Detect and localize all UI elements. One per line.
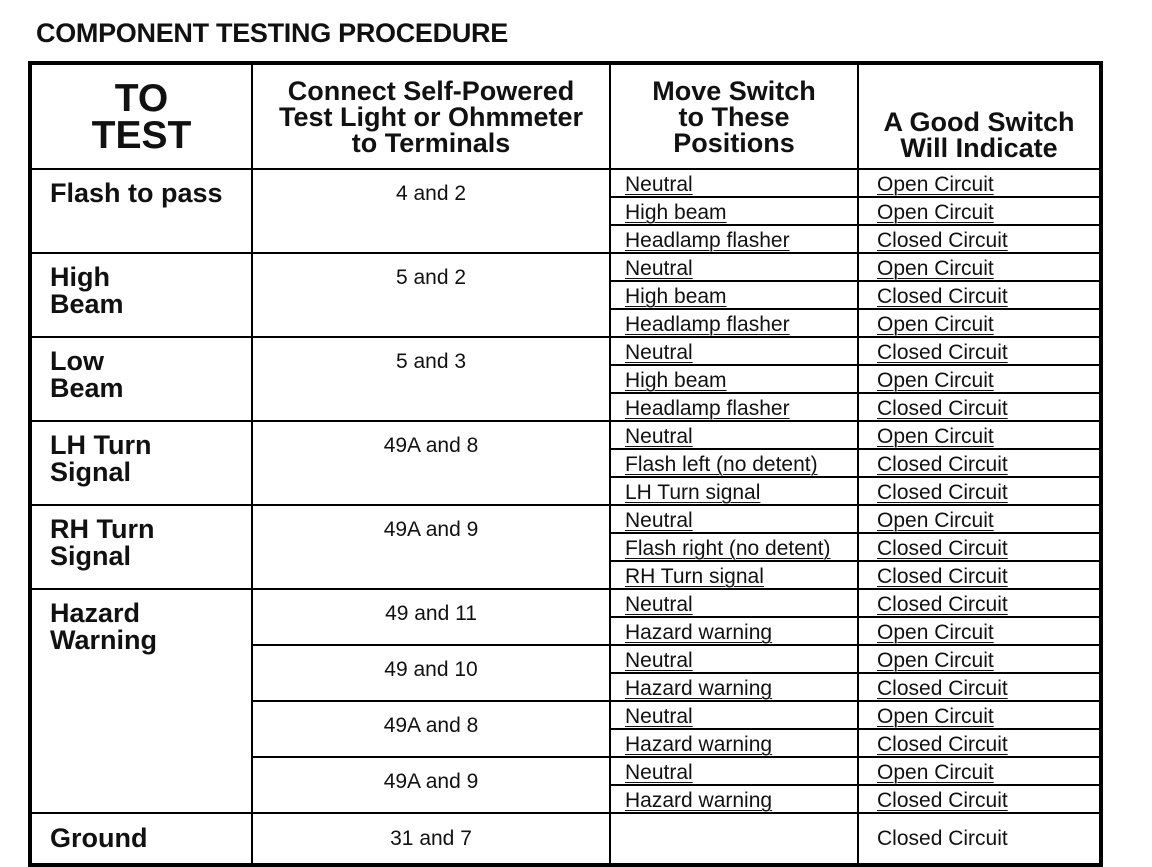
- header-line: to Terminals: [351, 127, 511, 158]
- switch-position: Neutral: [610, 421, 858, 449]
- indication: Open Circuit: [858, 617, 1101, 645]
- header-good-switch: [858, 63, 1101, 169]
- terminals-cell: 49 and 11: [252, 589, 610, 645]
- table-row: [30, 589, 1101, 617]
- switch-position: Hazard warning: [610, 729, 858, 757]
- header-line: TEST: [91, 113, 192, 157]
- terminals-cell: 5 and 3: [252, 337, 610, 421]
- test-name: Low Beam: [50, 346, 124, 403]
- table-body: [30, 169, 1101, 865]
- table-row: [30, 421, 1101, 449]
- header-line: TO: [114, 76, 169, 120]
- switch-position: Flash left (no detent): [610, 449, 858, 477]
- indication: Closed Circuit: [858, 561, 1101, 589]
- procedure-table: [28, 61, 1103, 867]
- indication: Closed Circuit: [858, 533, 1101, 561]
- switch-position: Neutral: [610, 169, 858, 197]
- switch-position: High beam: [610, 281, 858, 309]
- switch-position: Hazard warning: [610, 617, 858, 645]
- terminals-cell: 49 and 10: [252, 645, 610, 701]
- indication: Closed Circuit: [858, 673, 1101, 701]
- table-row: [30, 253, 1101, 281]
- indication: Open Circuit: [858, 169, 1101, 197]
- indication: Open Circuit: [858, 309, 1101, 337]
- test-name-cell: [30, 337, 252, 421]
- indication: Open Circuit: [858, 365, 1101, 393]
- switch-position: Headlamp flasher: [610, 309, 858, 337]
- terminals-cell: 5 and 2: [252, 253, 610, 337]
- indication: Open Circuit: [858, 757, 1101, 785]
- test-name: High Beam: [50, 262, 124, 319]
- indication: Closed Circuit: [858, 449, 1101, 477]
- switch-position: Neutral: [610, 337, 858, 365]
- header-connect-terminals: [252, 63, 610, 169]
- header-line: Will Indicate: [900, 132, 1058, 163]
- switch-position: LH Turn signal: [610, 477, 858, 505]
- test-name-cell: [30, 169, 252, 253]
- table-row: [30, 169, 1101, 197]
- test-name-cell: [30, 421, 252, 505]
- switch-position: Neutral: [610, 589, 858, 617]
- indication: Closed Circuit: [858, 813, 1101, 865]
- switch-position: Neutral: [610, 253, 858, 281]
- table-row: [30, 505, 1101, 533]
- header-line: Move Switch: [652, 75, 816, 106]
- terminals-cell: 4 and 2: [252, 169, 610, 253]
- switch-position: High beam: [610, 197, 858, 225]
- test-name-cell: [30, 589, 252, 813]
- terminals-cell: 49A and 8: [252, 701, 610, 757]
- header-move-switch: [610, 63, 858, 169]
- switch-position: Flash right (no detent): [610, 533, 858, 561]
- switch-position: RH Turn signal: [610, 561, 858, 589]
- terminals-cell: 49A and 9: [252, 757, 610, 813]
- indication: Closed Circuit: [858, 281, 1101, 309]
- switch-position: Headlamp flasher: [610, 393, 858, 421]
- indication: Closed Circuit: [858, 477, 1101, 505]
- terminals-cell: 49A and 8: [252, 421, 610, 505]
- indication: Closed Circuit: [858, 589, 1101, 617]
- indication: Closed Circuit: [858, 337, 1101, 365]
- header-line: A Good Switch: [883, 106, 1075, 137]
- table-row: [30, 813, 1101, 865]
- page-title: COMPONENT TESTING PROCEDURE: [36, 18, 508, 48]
- test-name: LH Turn Signal: [50, 430, 152, 487]
- indication: Open Circuit: [858, 645, 1101, 673]
- test-name: Flash to pass: [50, 178, 223, 208]
- switch-position: Headlamp flasher: [610, 225, 858, 253]
- indication: Closed Circuit: [858, 729, 1101, 757]
- switch-position: High beam: [610, 365, 858, 393]
- switch-position: Neutral: [610, 505, 858, 533]
- indication: Closed Circuit: [858, 785, 1101, 813]
- header-line: to These: [678, 101, 790, 132]
- switch-position: [610, 813, 858, 865]
- test-name-cell: [30, 505, 252, 589]
- switch-position: Hazard warning: [610, 673, 858, 701]
- test-name: Hazard Warning: [50, 598, 157, 655]
- test-name: Ground: [50, 823, 148, 853]
- header-line: Test Light or Ohmmeter: [278, 101, 584, 132]
- switch-position: Hazard warning: [610, 785, 858, 813]
- switch-position: Neutral: [610, 757, 858, 785]
- test-name-cell: [30, 253, 252, 337]
- indication: Open Circuit: [858, 421, 1101, 449]
- indication: Closed Circuit: [858, 225, 1101, 253]
- test-name-cell: [30, 813, 252, 865]
- indication: Open Circuit: [858, 701, 1101, 729]
- terminals-cell: 31 and 7: [252, 813, 610, 865]
- indication: Open Circuit: [858, 505, 1101, 533]
- switch-position: Neutral: [610, 701, 858, 729]
- indication: Open Circuit: [858, 253, 1101, 281]
- header-line: Positions: [673, 127, 795, 158]
- switch-position: Neutral: [610, 645, 858, 673]
- test-name: RH Turn Signal: [50, 514, 155, 571]
- terminals-cell: 49A and 9: [252, 505, 610, 589]
- header-line: Connect Self-Powered: [287, 75, 575, 106]
- table-row: [30, 337, 1101, 365]
- indication: Closed Circuit: [858, 393, 1101, 421]
- indication: Open Circuit: [858, 197, 1101, 225]
- header-row: [30, 63, 1101, 169]
- header-to-test: [30, 63, 252, 169]
